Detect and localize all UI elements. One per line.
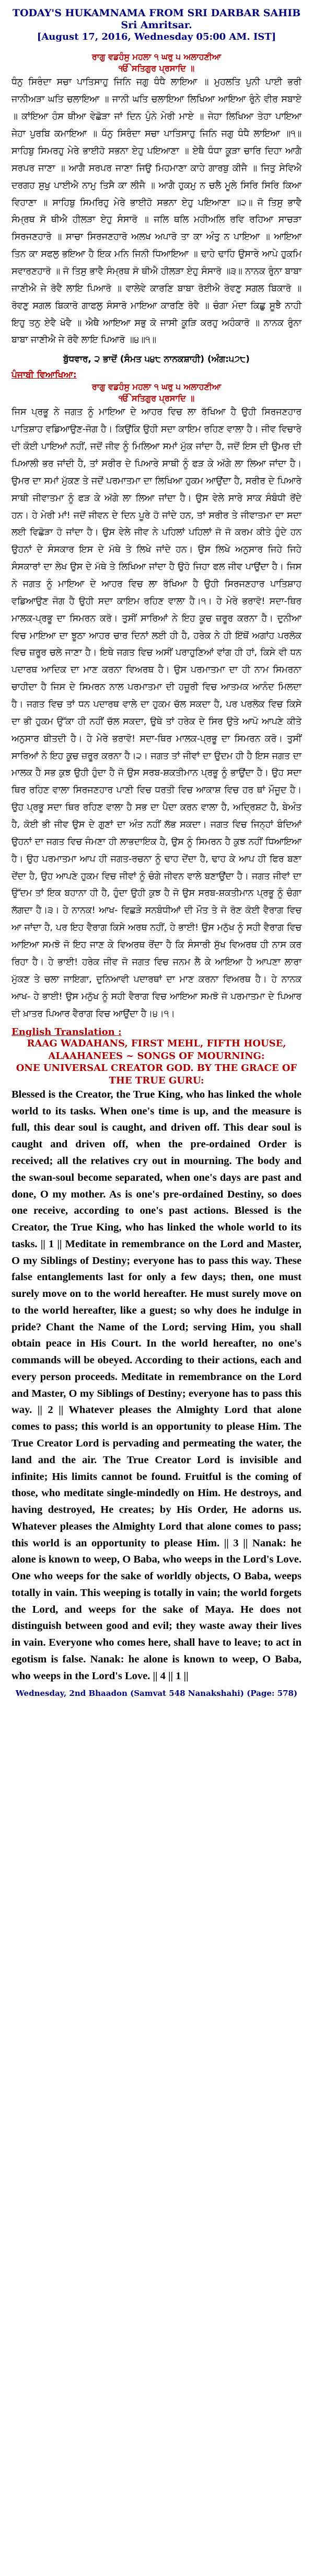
vyakhya-raag-title: ਰਾਗੁ ਵਡਹੰਸੁ ਮਹਲਾ ੧ ਘਰੁ ੫ ਅਲਾਹਣੀਆ bbox=[91, 382, 222, 392]
shabad-text: ਧੰਨੁ ਸਿਰੰਦਾ ਸਚਾ ਪਾਤਿਸਾਹੁ ਜਿਨਿ ਜਗੁ ਧੰਧੈ ਲਾਇਆ ॥ ਮੁਹਲਤਿ ਪੁਨੀ ਪਾਈ ਭਰੀ ਜਾਨੀਅੜਾ ਘਤਿ ਚਲਾਇਆ ॥ ਜਾਨੀ ਘਤਿ ਚਲਾਇਆ ਲਿਖਿਆ ਆਇਆ ਰੁੰਨੇ ਵੀਰ ਸਬਾਏ ॥ ਕਾਂਇਆ ਹੰਸ ਥੀਆ ਵੇਛੋੜਾ ਜਾਂ ਦਿਨ ਪੁੰਨੇ ਮੇਰੀ ਮਾਏ ॥ ਜੇਹਾ ਲਿਖਿਆ ਤੇਹਾ ਪਾਇਆ ਜੇਹਾ ਪੁਰਬਿ ਕਮਾਇਆ ॥ ਧੰਨੁ ਸਿਰੰਦਾ ਸਚਾ ਪਾਤਿਸਾਹੁ ਜਿਨਿ ਜਗੁ ਧੰਧੈ ਲਾਇਆ ॥੧॥ ਸਾਹਿਬੁ ਸਿਮਰਹੁ ਮੇਰੇ ਭਾਈਹੋ ਸਭਨਾ ਏਹੁ ਪਇਆਣਾ ॥ ਏਥੈ ਧੰਧਾ ਕੂੜਾ ਚਾਰਿ ਦਿਹਾ ਆਗੈ ਸਰਪਰ ਜਾਣਾ ॥ ਆਗੈ ਸਰਪਰ ਜਾਣਾ ਜਿਉ ਮਿਹਮਾਣਾ ਕਾਹੇ ਗਾਰਬੁ ਕੀਜੈ ॥ ਜਿਤੁ ਸੇਵਿਐ ਦਰਗਹ ਸੁਖੁ ਪਾਈਐ ਨਾਮੁ ਤਿਸੈ ਕਾ ਲੀਜੈ ॥ ਆਗੈ ਹੁਕਮੁ ਨ ਚਲੈ ਮੂਲੇ ਸਿਰਿ ਸਿਰਿ ਕਿਆ ਵਿਹਾਣਾ ॥ ਸਾਹਿਬੁ ਸਿਮਰਿਹੁ ਮੇਰੇ ਭਾਈਹੋ ਸਭਨਾ ਏਹੁ ਪਇਆਣਾ ॥੨॥ ਜੋ ਤਿਸੁ ਭਾਵੈ ਸੰਮ੍ਰਥ ਸੋ ਥੀਐ ਹੀਲੜਾ ਏਹੁ ਸੰਸਾਰੋ ॥ ਜਲਿ ਥਲਿ ਮਹੀਅਲਿ ਰਵਿ ਰਹਿਆ ਸਾਚੜਾ ਸਿਰਜਣਹਾਰੋ ॥ ਸਾਚਾ ਸਿਰਜਣਹਾਰੋ ਅਲਖ ਅਪਾਰੋ ਤਾ ਕਾ ਅੰਤੁ ਨ ਪਾਇਆ ॥ ਆਇਆ ਤਿਨ ਕਾ ਸਫਲੁ ਭਇਆ ਹੈ ਇਕ ਮਨਿ ਜਿਨੀ ਧਿਆਇਆ ॥ ਢਾਹੇ ਢਾਹਿ ਉਸਾਰੇ ਆਪੇ ਹੁਕਮਿ ਸਵਾਰਣਹਾਰੋ ॥ ਜੋ ਤਿਸੁ ਭਾਵੈ ਸੰਮ੍ਰਥ ਸੋ ਥੀਐ ਹੀਲੜਾ ਏਹੁ ਸੰਸਾਰੋ ॥੩॥ ਨਾਨਕ ਰੁੰਨਾ ਬਾਬਾ ਜਾਣੀਐ ਜੇ ਰੋਵੈ ਲਾਇ ਪਿਆਰੋ ॥ ਵਾਲੇਵੇ ਕਾਰਣਿ ਬਾਬਾ ਰੋਈਐ ਰੋਵਣੁ ਸਗਲ ਬਿਕਾਰੋ ॥ ਰੋਵਣੁ ਸਗਲ ਬਿਕਾਰੋ ਗਾਫਲੁ ਸੰਸਾਰੋ ਮਾਇਆ ਕਾਰਣਿ ਰੋਵੈ ॥ ਚੰਗਾ ਮੰਦਾ ਕਿਛੁ ਸੂਝੈ ਨਾਹੀ ਇਹੁ ਤਨੁ ਏਵੈ ਖੋਵੈ ॥ ਐਥੈ ਆਇਆ ਸਭੁ ਕੋ ਜਾਸੀ ਕੂੜਿ ਕਰਹੁ ਅਹੰਕਾਰੋ ॥ ਨਾਨਕ ਰੁੰਨਾ ਬਾਬਾ ਜਾਣੀਐ ਜੇ ਰੋਵੈ ਲਾਇ ਪਿਆਰੋ ॥੪॥੧॥ bbox=[11, 77, 302, 346]
english-translation-text: Blessed is the Creator, the True King, who has linked the whole world to its tasks. When one's time is up, and the measure is full, this dear soul is caught, and driven off. This dear soul is caught and driven off, when the pre-ordained Order is received; all the relatives cry out in mourning. The body and the swan-soul become separated, when one's days are past and done, O my mother. As is one's pre-ordained Destiny, so does one receive, according to one's past actions. Blessed is the Creator, the True King, who has linked the whole world to its tasks. || 1 || Meditate in remembrance on the Lord and Master, O my Siblings of Destiny; everyone has to pass this way. These false entanglements last for only a few days; then, one must surely move on to the world hereafter. He must surely move on to the world hereafter, like a guest; so why does he indulge in pride? Chant the Name of the Lord; serving Him, you shall obtain peace in His Court. In the world hereafter, no one's commands will be obeyed. According to their actions, each and every person proceeds. Meditate in remembrance on the Lord and Master, O my Siblings of Destiny; everyone has to pass this way. || 2 || Whatever pleases the Almighty Lord that alone comes to pass; this world is an opportunity to please Him. The True Creator Lord is pervading and permeating the water, the land and the air. The True Creator Lord is invisible and infinite; His limits cannot be found. Fruitful is the coming of those, who meditate single-mindedly on Him. He destroys, and having destroyed, He creates; by His Order, He adorns us. Whatever pleases the Almighty Lord that alone comes to pass; this world is an opportunity to please Him. || 3 || Nanak: he alone is known to weep, O Baba, who weeps in the Lord's Love. One who weeps for the sake of worldly objects, O Baba, weeps totally in vain. This weeping is totally in vain; the world forgets the Lord, and weeps for the sake of Maya. He does not distinguish between good and evil; they waste away their lives in vain. Everyone who comes here, shall have to leave; to act in egotism is false. Nanak: he alone is known to weep, O Baba, who weeps in the Lord's Love. || 4 || 1 || bbox=[11, 1088, 302, 1682]
vyakhya-onkar: ੴ ਸਤਿਗੁਰ ਪ੍ਰਸਾਦਿ ॥ bbox=[118, 393, 195, 403]
punjabi-vyakhya-label: ਪੰਜਾਬੀ ਵਿਆਖਿਆ: bbox=[11, 370, 77, 381]
punjabi-vyakhya-text: ਜਿਸ ਪ੍ਰਭੂ ਨੇ ਜਗਤ ਨੂੰ ਮਾਇਆ ਦੇ ਆਹਰ ਵਿਚ ਲਾ ਰੱਖਿਆ ਹੈ ਉਹੀ ਸਿਰਜਣਹਾਰ ਪਾਤਿਸ਼ਾਹ ਵਡਿਆਉਣ-ਜੋਗ ਹੈ। ਕਿਉਂਕਿ ਉਹੀ ਸਦਾ ਕਾਇਮ ਰਹਿਣ ਵਾਲਾ ਹੈ। ਜੀਵ ਵਿਚਾਰੇ ਦੀ ਕੋਈ ਪਾਇਆਂ ਨਹੀਂ, ਜਦੋਂ ਜੀਵ ਨੂੰ ਮਿਲਿਆ ਸਮਾਂ ਮੁੱਕ ਜਾਂਦਾ ਹੈ, ਜਦੋਂ ਇਸ ਦੀ ਉਮਰ ਦੀ ਪਿਆਲੀ ਭਰ ਜਾਂਦੀ ਹੈ, ਤਾਂ ਸਰੀਰ ਦੇ ਪਿਆਰੇ ਸਾਥੀ ਨੂੰ ਫੜ ਕੇ ਅੱਗੇ ਲਾ ਲਿਆ ਜਾਂਦਾ ਹੈ। ਉਮਰ ਦਾ ਸਮਾਂ ਮੁੱਕਣ ਤੇ ਜਦੋਂ ਪਰਮਾਤਮਾ ਦਾ ਲਿਖਿਆ ਹੁਕਮ ਆਉਂਦਾ ਹੈ, ਸਰੀਰ ਦੇ ਪਿਆਰੇ ਸਾਥੀ ਜੀਵਾਤਮਾ ਨੂੰ ਫੜ ਕੇ ਅੱਗੇ ਲਾ ਲਿਆ ਜਾਂਦਾ ਹੈ। ਉਸ ਵੇਲੇ ਸਾਰੇ ਸਾਕ ਸੰਬੰਧੀ ਰੋਂਦੇ ਹਨ। ਹੇ ਮੇਰੀ ਮਾਂ! ਜਦੋਂ ਜੀਵਨ ਦੇ ਦਿਨ ਪੂਰੇ ਹੋ ਜਾਂਦੇ ਹਨ, ਤਾਂ ਸਰੀਰ ਤੇ ਜੀਵਾਤਮਾ ਦਾ ਸਦਾ ਲਈ ਵਿਛੋੜਾ ਹੋ ਜਾਂਦਾ ਹੈ। ਉਸ ਵੇਲੇ ਜੀਵ ਨੇ ਪਹਿਲਾਂ ਪਹਿਲਾਂ ਜੋ ਜੋ ਕਰਮ ਕੀਤੇ ਹੁੰਦੇ ਹਨ ਉਹਨਾਂ ਦੇ ਸੰਸਕਾਰ ਇਸ ਦੇ ਮੱਥੇ ਤੇ ਲਿਖੇ ਜਾਂਦੇ ਹਨ। ਉਸ ਲਿਖੇ ਅਨੁਸਾਰ ਜਿਹੇ ਜਿਹੇ ਸੰਸਕਾਰਾਂ ਦਾ ਲੇਖ ਉਸ ਦੇ ਮੱਥੇ ਤੇ ਲਿਖਿਆ ਜਾਂਦਾ ਹੈ ਉਹੋ ਜਿਹਾ ਫਲ ਜੀਵ ਪਾਉਂਦਾ ਹੈ। ਜਿਸ ਨੇ ਜਗਤ ਨੂੰ ਮਾਇਆ ਦੇ ਆਹਰ ਵਿਚ ਲਾ ਰੱਖਿਆ ਹੈ ਉਹੀ ਸਿਰਜਣਹਾਰ ਪਾਤਿਸ਼ਾਹ ਵਡਿਆਉਣ ਜੋਗ ਹੈ ਉਹੀ ਸਦਾ ਕਾਇਮ ਰਹਿਣ ਵਾਲਾ ਹੈ।੧। ਹੇ ਮੇਰੇ ਭਰਾਵੋ! ਸਦਾ-ਥਿਰ ਮਾਲਕ-ਪ੍ਰਭੂ ਦਾ ਸਿਮਰਨ ਕਰੋ। ਤੁਸੀਂ ਸਾਰਿਆਂ ਨੇ ਇਹ ਕੂਚ ਜ਼ਰੂਰ ਕਰਨਾ ਹੈ। ਦੁਨੀਆ ਵਿਚ ਮਾਇਆ ਦਾ ਝੂਠਾ ਆਹਰ ਚਾਰ ਦਿਨਾਂ ਲਈ ਹੀ ਹੈ, ਹਰੇਕ ਨੇ ਹੀ ਇੱਥੋਂ ਅਗਾਂਹ ਪਰਲੋਕ ਵਿਚ ਜ਼ਰੂਰ ਚਲੇ ਜਾਣਾ ਹੈ। ਇਥੇ ਜਗਤ ਵਿਚ ਅਸੀਂ ਪਰਾਹੁਣਿਆਂ ਵਾਂਗ ਹੀ ਹਾਂ, ਕਿਸੇ ਵੀ ਧਨ ਪਦਾਰਥ ਆਦਿਕ ਦਾ ਮਾਣ ਕਰਨਾ ਵਿਅਰਥ ਹੈ। ਉਸ ਪਰਮਾਤਮਾ ਦਾ ਹੀ ਨਾਮ ਸਿਮਰਨਾ ਚਾਹੀਦਾ ਹੈ ਜਿਸ ਦੇ ਸਿਮਰਨ ਨਾਲ ਪਰਮਾਤਮਾ ਦੀ ਹਜ਼ੂਰੀ ਵਿਚ ਆਤਮਕ ਆਨੰਦ ਮਿਲਦਾ ਹੈ। ਜਗਤ ਵਿਚ ਤਾਂ ਧਨ ਪਦਾਰਥ ਵਾਲੇ ਦਾ ਹੁਕਮ ਚੱਲ ਸਕਦਾ ਹੈ, ਪਰ ਪਰਲੋਕ ਵਿਚ ਕਿਸੇ ਦਾ ਭੀ ਹੁਕਮ ਉੱਕਾ ਹੀ ਨਹੀਂ ਚੱਲ ਸਕਦਾ, ਉਥੇ ਤਾਂ ਹਰੇਕ ਦੇ ਸਿਰ ਉਤੇ ਆਪੋ ਆਪਣੇ ਕੀਤੇ ਅਨੁਸਾਰ ਬੀਤਦੀ ਹੈ। ਹੇ ਮੇਰੇ ਭਰਾਵੋ! ਸਦਾ-ਥਿਰ ਮਾਲਕ-ਪ੍ਰਭੂ ਦਾ ਸਿਮਰਨ ਕਰੋ। ਤੁਸੀਂ ਸਾਰਿਆਂ ਨੇ ਇਹ ਕੂਚ ਜ਼ਰੂਰ ਕਰਨਾ ਹੈ।੨। ਜਗਤ ਤਾਂ ਜੀਵਾਂ ਦਾ ਉਦਮ ਹੀ ਹੈ ਇਸ ਜਗਤ ਦਾ ਮਾਲਕ ਹੈ ਸਭ ਕੁਝ ਉਹੀ ਹੁੰਦਾ ਹੈ ਜੋ ਉਸ ਸਰਬ-ਸ਼ਕਤੀਮਾਨ ਪ੍ਰਭੂ ਨੂੰ ਭਾਉਂਦਾ ਹੈ। ਉਹ ਸਦਾ ਥਿਰ ਰਹਿਣ ਵਾਲਾ ਸਿਰਜਣਹਾਰ ਪਾਣੀ ਵਿਚ ਧਰਤੀ ਵਿਚ ਆਕਾਸ਼ ਵਿਚ ਹਰ ਥਾਂ ਮੌਜੂਦ ਹੈ। ਉਹ ਪ੍ਰਭੂ ਸਦਾ ਥਿਰ ਰਹਿਣ ਵਾਲਾ ਹੈ ਸਭ ਦਾ ਪੈਦਾ ਕਰਨ ਵਾਲਾ ਹੈ, ਅਦ੍ਰਿਸ਼ਟ ਹੈ, ਬੇਅੰਤ ਹੈ, ਕੋਈ ਭੀ ਜੀਵ ਉਸ ਦੇ ਗੁਣਾਂ ਦਾ ਅੰਤ ਨਹੀਂ ਲੱਭ ਸਕਦਾ। ਜਗਤ ਵਿਚ ਜਿਨ੍ਹਾਂ ਬੰਦਿਆਂ ਉਹਨਾਂ ਦਾ ਜਗਤ ਵਿਚ ਜੰਮਣਾ ਹੀ ਲਾਭਦਾਇਕ ਹੈ, ਉਸ ਨੂੰ ਸਿਮਰਨ ਹੈ ਕੁਝ ਨਹੀਂ ਧਿਆਇਆ ਹੈ। ਉਹ ਪਰਮਾਤਮਾ ਆਪ ਹੀ ਜਗਤ-ਰਚਨਾ ਨੂੰ ਢਾਹ ਦੇਂਦਾ ਹੈ, ਢਾਹ ਕੇ ਆਪ ਹੀ ਫਿਰ ਬਣਾ ਦੇਂਦਾ ਹੈ, ਉਹ ਆਪਣੇ ਹੁਕਮ ਵਿਚ ਜੀਵਾਂ ਨੂੰ ਚੰਗੇ ਜੀਵਨ ਵਾਲੇ ਬਣਾਉਂਦਾ ਹੈ। ਜਗਤ ਜੀਵਾਂ ਦਾ ਉੱਦਮ ਤਾਂ ਇਕ ਬਹਾਨਾ ਹੀ ਹੈ, ਹੁੰਦਾ ਉਹੀ ਕੁਝ ਹੈ ਜੋ ਉਸ ਸਰਬ-ਸ਼ਕਤੀਮਾਨ ਪ੍ਰਭੂ ਨੂੰ ਚੰਗਾ ਲੱਗਦਾ ਹੈ।੩। ਹੇ ਨਾਨਕ! ਆਖ- ਵਿਛੜੇ ਸਨਬੰਧੀਆਂ ਦੀ ਮੌਤ ਤੇ ਜੋ ਰੋਣ ਕੋਈ ਵੈਰਾਗ ਵਿਚ ਆ ਜਾਂਦਾ ਹੈ, ਪਰ ਇਹ ਵੈਰਾਗ ਕਿਸੇ ਅਰਥ ਨਹੀਂ, ਹੇ ਭਾਈ! ਉਸ ਮਨੁੱਖ ਨੂੰ ਸਹੀ ਵੈਰਾਗ ਵਿਚ ਆਇਆ ਸਮਝੋ ਜੋ ਇਹ ਜਾਣ ਕੇ ਵਿਅਰਥ ਰੋਂਦਾ ਹੈ ਕਿ ਸੰਸਾਰੀ ਸੁੱਖ ਵਿਅਰਥ ਹੀ ਨਾਸ ਕਰ ਰਿਹਾ ਹੈ। ਹੇ ਭਾਈ! ਹਰੇਕ ਜੀਵ ਜੋ ਜਗਤ ਵਿਚ ਜਨਮ ਲੈ ਕੇ ਆਇਆ ਹੈ ਆਪਣਾ ਲਾਰਾ ਮੁੱਕਣ ਤੇ ਚਲਾ ਜਾਇਗਾ, ਦੁਨਿਆਵੀ ਪਦਾਰਥਾਂ ਦਾ ਮਾਣ ਕਰਨਾ ਵਿਅਰਥ ਹੈ। ਹੇ ਨਾਨਕ ਆਖ- ਹੇ ਭਾਈ! ਉਸ ਮਨੁੱਖ ਨੂੰ ਸਹੀ ਵੈਰਾਗ ਵਿਚ ਆਇਆ ਸਮਝੋ ਜੋ ਪਰਮਾਤਮਾ ਦੇ ਪਿਆਰ ਦੀ ਖ਼ਾਤਰ ਪਿਆਰ ਵੈਰਾਗ ਵਿਚ ਆਉਂਦਾ ਹੈ।੪।੧। bbox=[11, 407, 302, 1019]
gurmukhi-onkar: ੴ ਸਤਿਗੁਰ ਪ੍ਰਸਾਦਿ ॥ bbox=[118, 63, 195, 73]
header-date: [August 17, 2016, Wednesday 05:00 AM. IST] bbox=[37, 31, 276, 43]
header-location: Sri Amritsar. bbox=[121, 19, 192, 31]
page-header bbox=[11, 7, 302, 43]
page-footer: Wednesday, 2nd Bhaadon (Samvat 548 Nanakshahi) (Page: 578) bbox=[15, 1689, 298, 1699]
date-signature: ਬੁੱਧਵਾਰ, ੨ ਭਾਦੋਂ (ਸੰਮਤ ੫੪੮ ਨਾਨਕਸ਼ਾਹੀ) (ਅੰਗ:੫੭੮) bbox=[63, 354, 250, 365]
english-raag-heading: RAAG WADAHANS, FIRST MEHL, FIFTH HOUSE, ALAAHANEES ~ SONGS OF MOURNING: bbox=[27, 1038, 286, 1062]
english-onkar: ONE UNIVERSAL CREATOR GOD. BY THE GRACE OF THE TRUE GURU: bbox=[16, 1063, 297, 1086]
header-title: TODAY'S HUKAMNAMA FROM SRI DARBAR SAHIB bbox=[12, 7, 301, 19]
english-translation-label: English Translation : bbox=[11, 1027, 122, 1038]
gurmukhi-raag-title: ਰਾਗੁ ਵਡਹੰਸੁ ਮਹਲਾ ੧ ਘਰੁ ੫ ਅਲਾਹਣੀਆ bbox=[91, 52, 222, 62]
